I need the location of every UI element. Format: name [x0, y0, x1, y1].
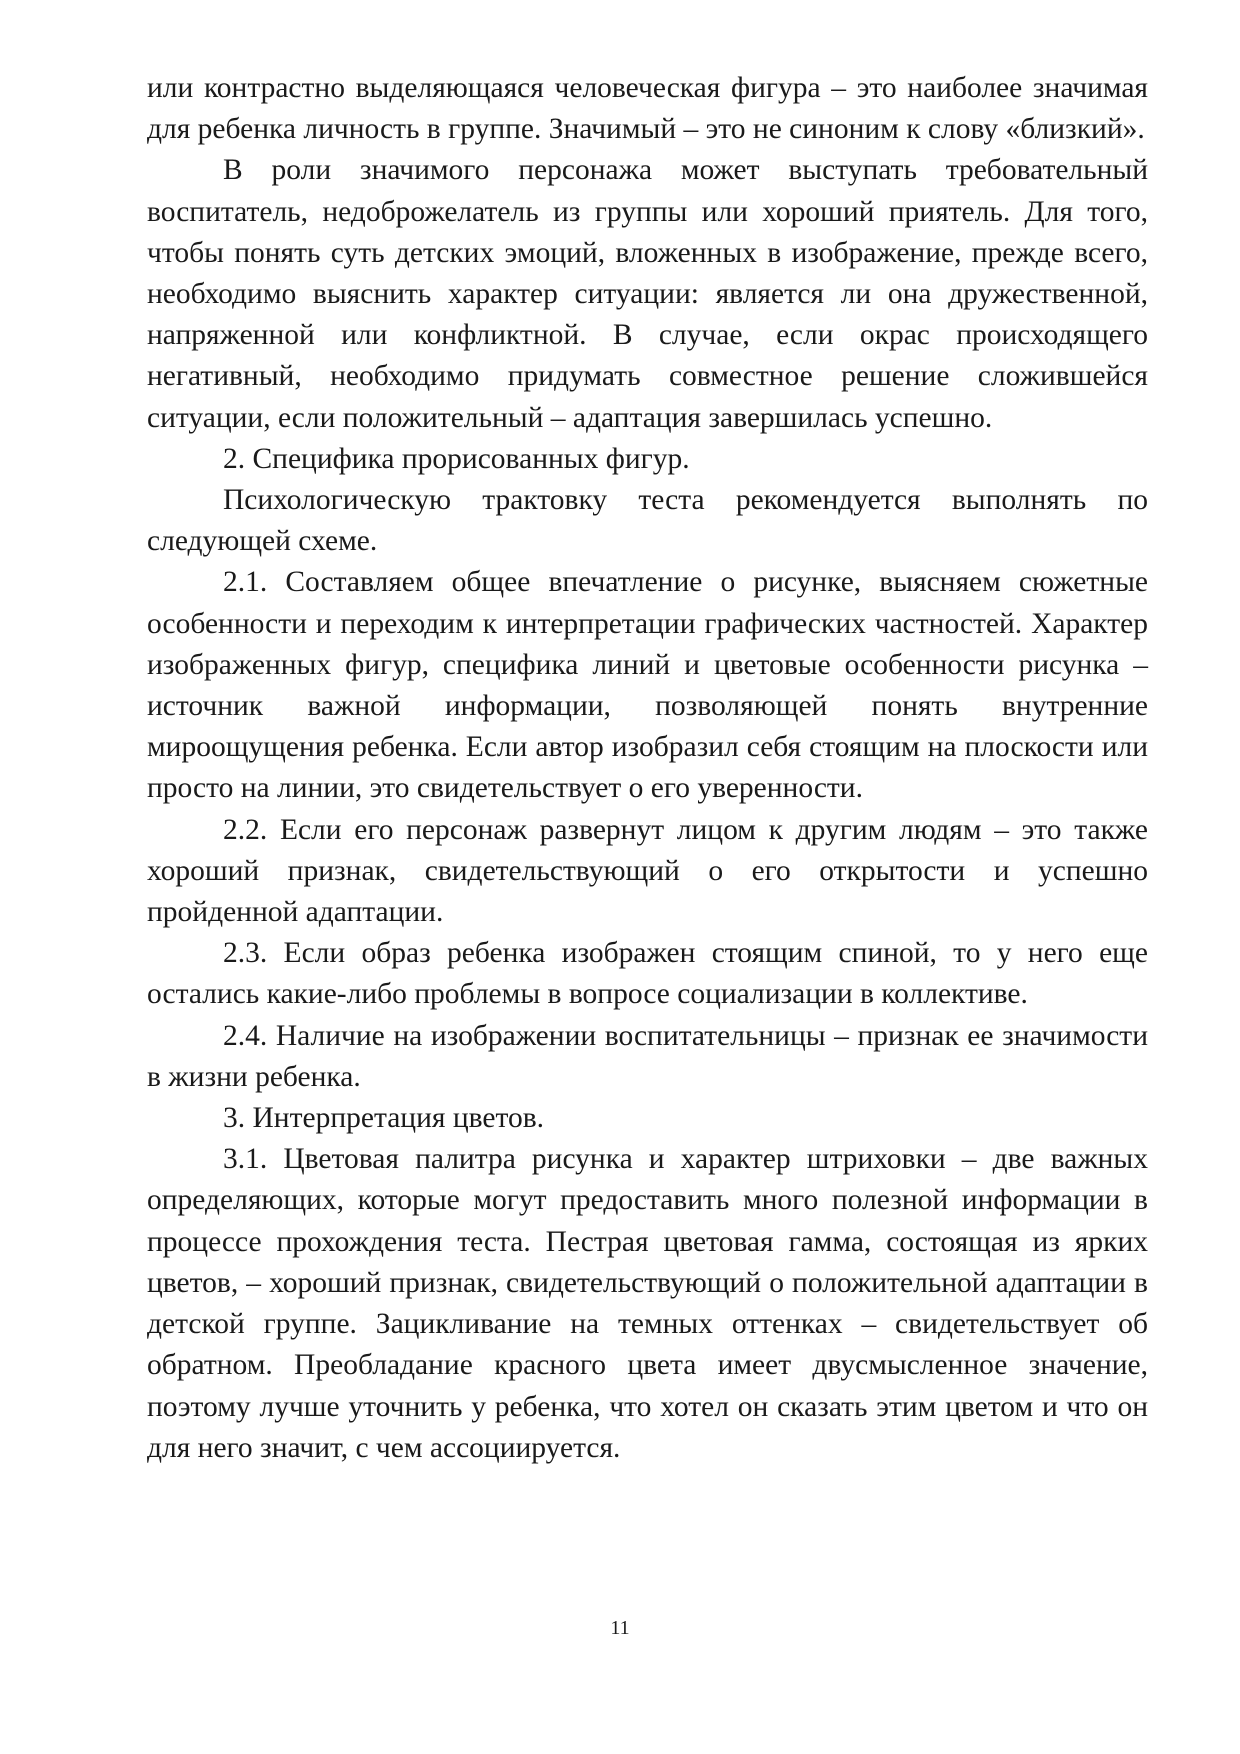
paragraph-item-2-3: 2.3. Если образ ребенка изображен стоящим спиной, то у него еще остались какие-либо проблемы в вопросе социализации в коллективе. — [147, 937, 1148, 1011]
section-heading-colors: 3. Интерпретация цветов. — [223, 1102, 545, 1135]
paragraph-interpretation-scheme: Психологическую трактовку теста рекомендуется выполнять по следующей схеме. — [147, 484, 1148, 558]
paragraph-item-2-1: 2.1. Составляем общее впечатление о рисунке, выясняем сюжетные особенности и переходим к интерпретации графических частностей. Характер изображенных фигур, специфика линий и цветовые особенности рисунка – источник важной информации, позволяющей понять внутренние мироощущения ребенка. Если автор изобразил себя стоящим на плоскости или просто на линии, это свидетельствует о его уверенности. — [147, 566, 1148, 805]
section-heading-figures: 2. Специфика прорисованных фигур. — [223, 442, 690, 475]
paragraph-significant-character: В роли значимого персонажа может выступать требовательный воспитатель, недоброжелатель из группы или хороший приятель. Для того, чтобы понять суть детских эмоций, вложенных в изображение, прежде всего, необходимо выяснить характер ситуации: является ли она дружественной, напряженной или конфликтной. В случае, если окрас происходящего негативный, необходимо придумать совместное решение сложившейся ситуации, если положительный – адаптация завершилась успешно. — [147, 154, 1148, 434]
paragraph-item-3-1: 3.1. Цветовая палитра рисунка и характер штриховки – две важных определяющих, которые могут предоставить много полезной информации в процессе прохождения теста. Пестрая цветовая гамма, состоящая из ярких цветов, – хороший признак, свидетельствующий о положительной адаптации в детской группе. Зацикливание на темных оттенках – свидетельствует об обратном. Преобладание красного цвета имеет двусмысленное значение, поэтому лучше уточнить у ребенка, что хотел он сказать этим цветом и что он для него значит, с чем ассоциируется. — [147, 1143, 1148, 1464]
paragraph-continuation: или контрастно выделяющаяся человеческая фигура – это наиболее значимая для ребенка личность в группе. Значимый – это не синоним к слову «близкий». — [147, 72, 1148, 146]
paragraph-item-2-2: 2.2. Если его персонаж развернут лицом к другим людям – это также хороший признак, свидетельствующий о его открытости и успешно пройденной адаптации. — [147, 813, 1148, 929]
page-number: 11 — [610, 1617, 630, 1639]
body-text — [147, 68, 1148, 1469]
paragraph-item-2-4: 2.4. Наличие на изображении воспитательницы – признак ее значимости в жизни ребенка. — [147, 1019, 1148, 1093]
